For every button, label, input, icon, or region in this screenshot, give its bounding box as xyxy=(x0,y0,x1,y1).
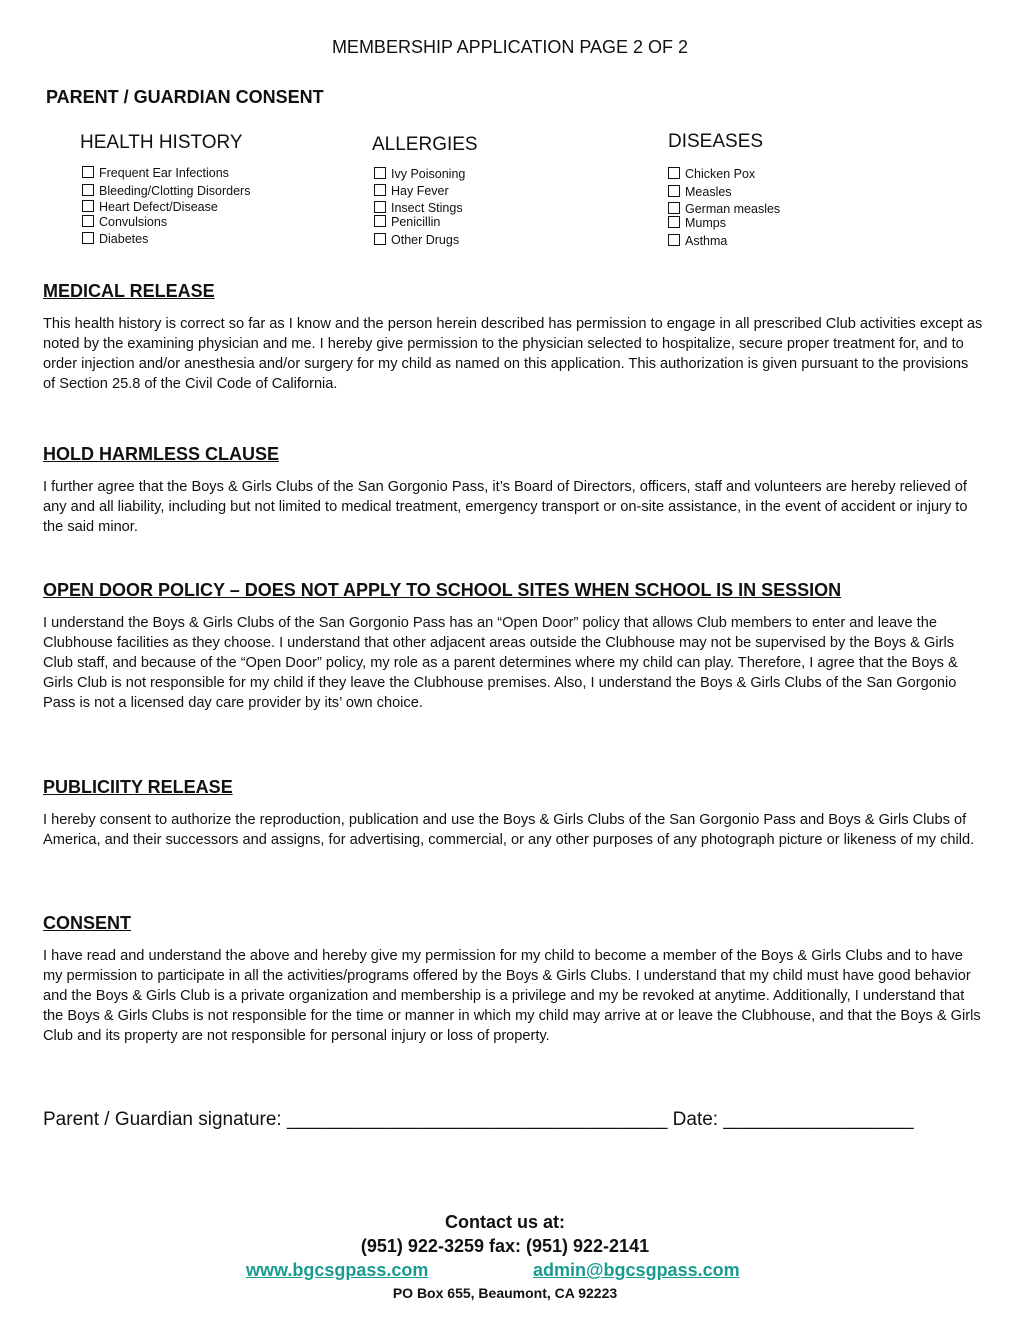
checkbox-icon[interactable] xyxy=(82,166,94,178)
checkbox-icon[interactable] xyxy=(668,185,680,197)
contact-address: PO Box 655, Beaumont, CA 92223 xyxy=(392,1285,618,1301)
checkbox-icon[interactable] xyxy=(82,200,94,212)
checkbox-german-measles[interactable]: German measles xyxy=(668,202,780,216)
checkbox-icon[interactable] xyxy=(374,167,386,179)
page-title: MEMBERSHIP APPLICATION PAGE 2 OF 2 xyxy=(331,37,689,57)
checkbox-icon[interactable] xyxy=(374,233,386,245)
consent-title: PARENT / GUARDIAN CONSENT xyxy=(46,87,324,107)
website-link[interactable]: www.bgcsgpass.com xyxy=(246,1260,429,1280)
checkbox-mumps[interactable]: Mumps xyxy=(668,216,726,230)
checkbox-frequent-ear-infections[interactable]: Frequent Ear Infections xyxy=(82,166,229,180)
contact-phone: (951) 922-3259 fax: (951) 922-2141 xyxy=(360,1236,650,1256)
consent-text: I have read and understand the above and hereby give my permission for my child to become a member of the Boys & Girls Clubs and to have my permission to participate in all the activities/programs offered by the Boys & Girls Clubs. I understand that my child must have good behavior and the Boys & Girls Club is a private organization and membership is a privilege and my be revoked at anytime. Additionally, I understand that the Boys & Girls Clubs is not responsible for the time or manner in which my child may arrive at or leave the Clubhouse, and that the Boys & Girls Club and its property are not responsible for personal injury or loss of property. xyxy=(43,948,981,1044)
signature-line: Parent / Guardian signature: ____________________________________ Date: __________________ xyxy=(43,1109,914,1130)
consent-heading: CONSENT xyxy=(43,913,132,933)
diseases-title: DISEASES xyxy=(668,131,764,152)
checkbox-icon[interactable] xyxy=(668,202,680,214)
checkbox-icon[interactable] xyxy=(668,167,680,179)
medical-release-heading: MEDICAL RELEASE xyxy=(43,281,215,301)
checkbox-icon[interactable] xyxy=(82,215,94,227)
checkbox-penicillin[interactable]: Penicillin xyxy=(374,215,440,229)
checkbox-diabetes[interactable]: Diabetes xyxy=(82,232,148,246)
checkbox-icon[interactable] xyxy=(374,201,386,213)
checkbox-ivy-poisoning[interactable]: Ivy Poisoning xyxy=(374,167,465,181)
checkbox-icon[interactable] xyxy=(668,216,680,228)
checkbox-hay-fever[interactable]: Hay Fever xyxy=(374,184,449,198)
checkbox-heart-defect[interactable]: Heart Defect/Disease xyxy=(82,200,218,214)
checkbox-icon[interactable] xyxy=(82,232,94,244)
checkbox-convulsions[interactable]: Convulsions xyxy=(82,215,167,229)
checkbox-chicken-pox[interactable]: Chicken Pox xyxy=(668,167,755,181)
checkbox-icon[interactable] xyxy=(374,215,386,227)
checkbox-other-drugs[interactable]: Other Drugs xyxy=(374,233,459,247)
checkbox-insect-stings[interactable]: Insect Stings xyxy=(374,201,463,215)
checkbox-measles[interactable]: Measles xyxy=(668,185,732,199)
email-link[interactable]: admin@bgcsgpass.com xyxy=(533,1260,740,1280)
hold-harmless-text: I further agree that the Boys & Girls Clubs of the San Gorgonio Pass, it’s Board of Directors, officers, staff and volunteers are hereby relieved of any and all liability, including but not limited to medical treatment, emergency transport or on-site assistance, in the event of accident or injury to the said minor. xyxy=(43,479,968,535)
checkbox-asthma[interactable]: Asthma xyxy=(668,234,727,248)
checkbox-icon[interactable] xyxy=(82,184,94,196)
contact-title: Contact us at: xyxy=(444,1212,565,1232)
checkbox-icon[interactable] xyxy=(668,234,680,246)
open-door-heading: OPEN DOOR POLICY – DOES NOT APPLY TO SCHOOL SITES WHEN SCHOOL IS IN SESSION xyxy=(43,580,842,600)
medical-release-text: This health history is correct so far as I know and the person herein described has permission to engage in all prescribed Club activities except as noted by the examining physician and me. I hereby give permission to the physician selected to hospitalize, secure proper treatment for, and to order injection and/or anesthesia and/or surgery for my child as named on this application. This authorization is given pursuant to the provisions of Section 25.8 of the Civil Code of California. xyxy=(43,316,983,392)
publicity-release-text: I hereby consent to authorize the reproduction, publication and use the Boys & Girls Clubs of the San Gorgonio Pass and Boys & Girls Clubs of America, and their successors and assigns, for advertising, commercial, or any other purposes of any photograph picture or likeness of my child. xyxy=(43,812,975,848)
checkbox-bleeding-clotting[interactable]: Bleeding/Clotting Disorders xyxy=(82,184,250,198)
publicity-release-heading: PUBLICIITY RELEASE xyxy=(43,777,233,797)
hold-harmless-heading: HOLD HARMLESS CLAUSE xyxy=(43,444,280,464)
checkbox-icon[interactable] xyxy=(374,184,386,196)
health-history-title: HEALTH HISTORY xyxy=(80,132,243,153)
allergies-title: ALLERGIES xyxy=(372,134,478,155)
open-door-text: I understand the Boys & Girls Clubs of the San Gorgonio Pass has an “Open Door” policy that allows Club members to enter and leave the Clubhouse facilities as they choose. I understand that other adjacent areas outside the Clubhouse may not be supervised by the Boys & Girls Club staff, and because of the “Open Door” policy, my role as a parent determines where my child can play. Therefore, I agree that the Boys & Girls Club is not responsible for my child if they leave the Clubhouse premises. Also, I understand the Boys & Girls Clubs of the San Gorgonio Pass is not a licensed day care provider by its’ own choice. xyxy=(43,615,958,711)
